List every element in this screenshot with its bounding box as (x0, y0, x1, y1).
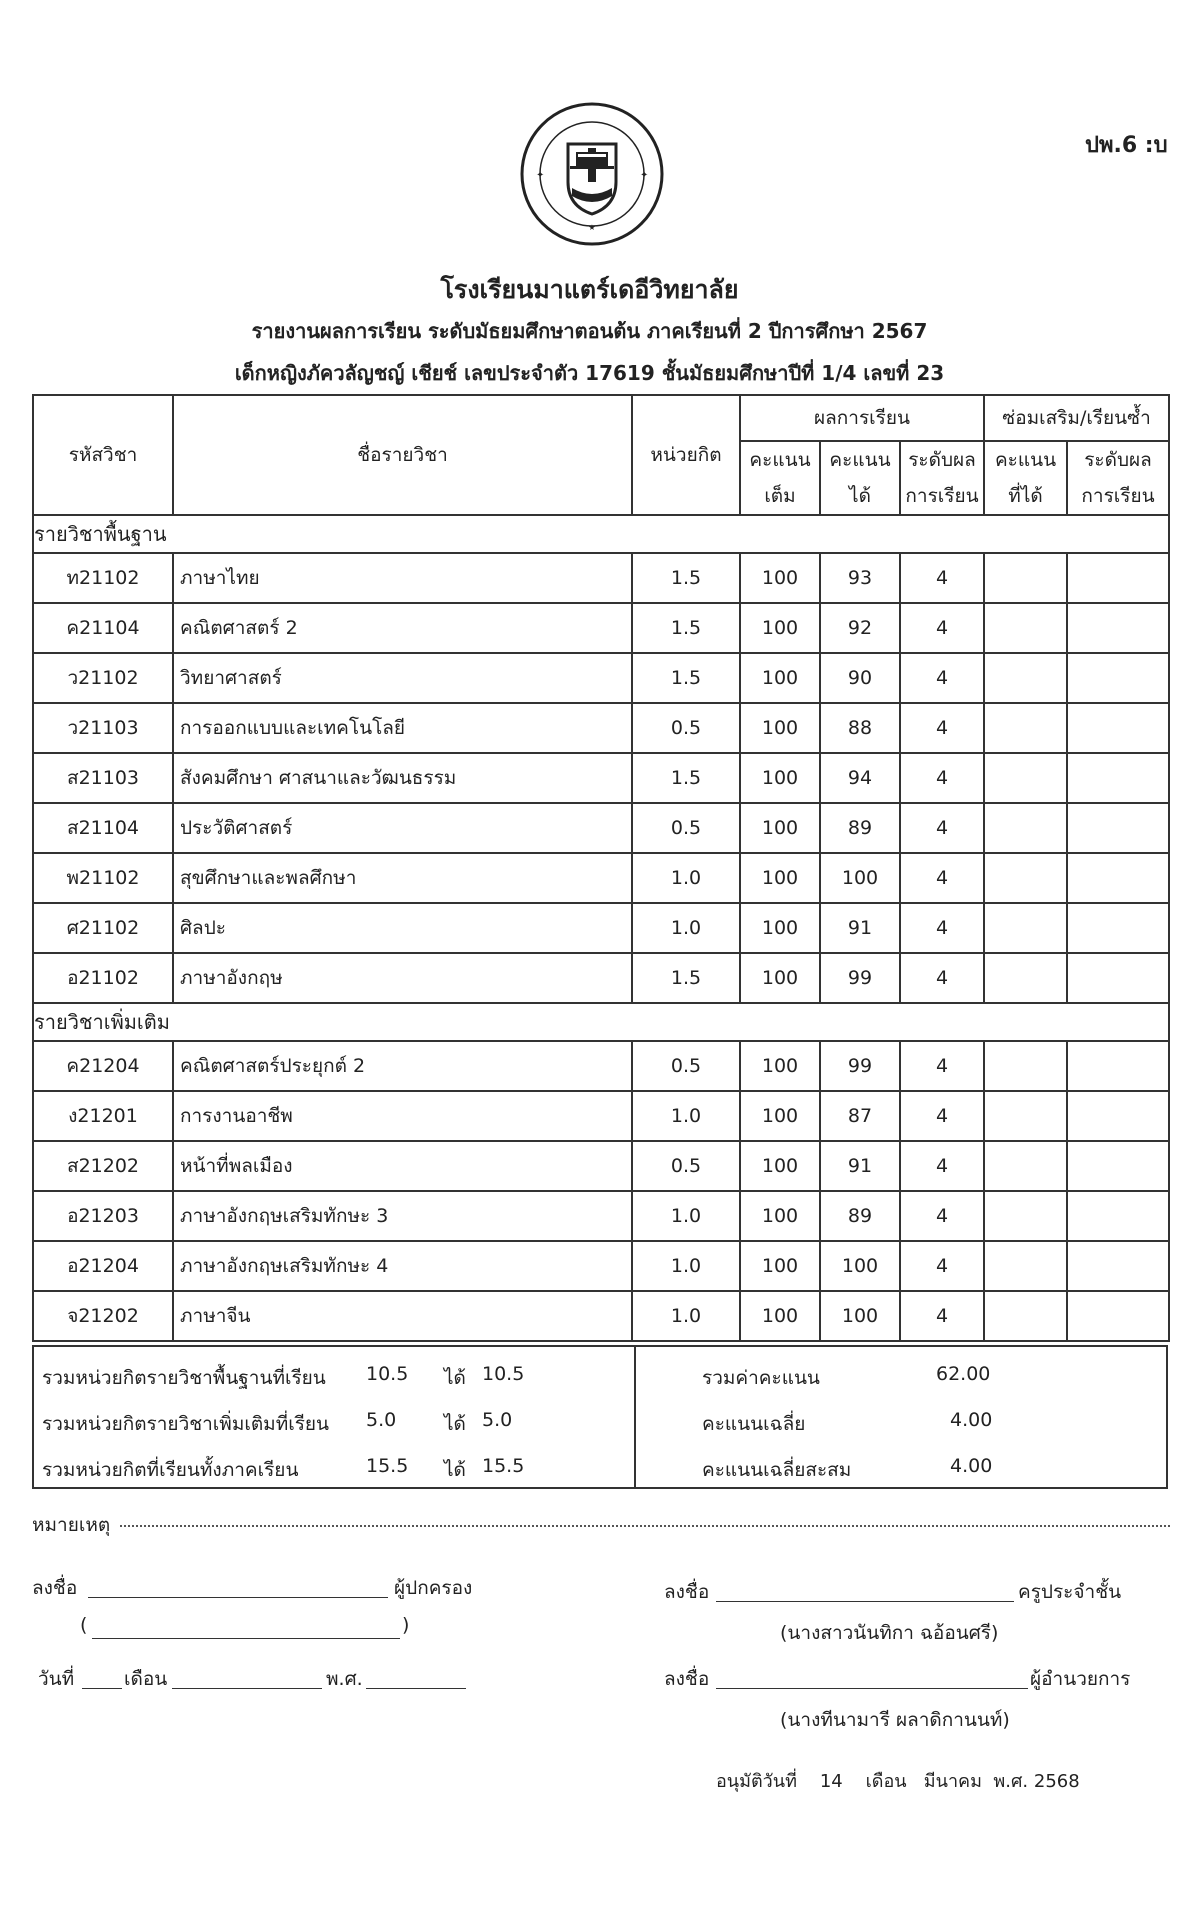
table-row (33, 653, 1169, 703)
approval-year: พ.ศ. 2568 (993, 1771, 1080, 1792)
cell-score: 90 (820, 653, 900, 703)
table-row (33, 1191, 1169, 1241)
school-name: โรงเรียนมาแตร์เดอีวิทยาลัย (440, 275, 739, 304)
col-rem-score-header-2: ที่ได้ (984, 478, 1067, 515)
summary-gpa-label: คะแนนเฉลี่ย (702, 1413, 806, 1435)
cell-remedial-grade (1067, 903, 1169, 953)
cell-grade: 4 (900, 853, 984, 903)
cell-subject-name: วิทยาศาสตร์ (173, 653, 632, 703)
cell-remedial-score (984, 703, 1067, 753)
summary-basic-got: 10.5 (482, 1363, 525, 1385)
cell-subject-name: ภาษาจีน (173, 1291, 632, 1341)
cell-remedial-score (984, 803, 1067, 853)
teacher-name: (นางสาวนันทิกา ฉอ้อนศรี) (780, 1622, 999, 1644)
cell-full-score: 100 (740, 1091, 820, 1141)
summary-extra-value: 5.0 (366, 1409, 397, 1431)
cell-score: 92 (820, 603, 900, 653)
col-remedial-header: ซ่อมเสริม/เรียนซ้ำ (984, 395, 1169, 441)
cell-grade: 4 (900, 703, 984, 753)
cell-remedial-grade (1067, 853, 1169, 903)
cell-credit: 0.5 (632, 1041, 740, 1091)
cell-grade: 4 (900, 753, 984, 803)
table-row (33, 1291, 1169, 1341)
cell-full-score: 100 (740, 1041, 820, 1091)
cell-grade: 4 (900, 1241, 984, 1291)
parent-sign-label: ลงชื่อ (32, 1577, 78, 1599)
cell-credit: 1.5 (632, 653, 740, 703)
remark-line (120, 1525, 1170, 1527)
summary-gpax-value: 4.00 (950, 1455, 993, 1477)
table-row (33, 753, 1169, 803)
cell-grade: 4 (900, 603, 984, 653)
table-row (33, 703, 1169, 753)
cell-credit: 0.5 (632, 703, 740, 753)
col-rem-score-header: คะแนน (984, 441, 1067, 478)
cell-full-score: 100 (740, 953, 820, 1003)
cell-score: 99 (820, 953, 900, 1003)
svg-text:✦: ✦ (640, 170, 649, 181)
cell-credit: 1.5 (632, 603, 740, 653)
cell-credit: 1.5 (632, 753, 740, 803)
director-sign-line (716, 1688, 1028, 1689)
section-title: รายวิชาพื้นฐาน (33, 515, 1169, 553)
cell-credit: 1.0 (632, 1241, 740, 1291)
grades-body (33, 515, 1169, 1341)
col-rem-grade-header-2: การเรียน (1067, 478, 1169, 515)
approval-month-label: เดือน (865, 1771, 907, 1792)
cell-remedial-grade (1067, 553, 1169, 603)
summary-divider (634, 1347, 636, 1487)
cell-full-score: 100 (740, 1241, 820, 1291)
cell-remedial-grade (1067, 703, 1169, 753)
cell-grade: 4 (900, 1141, 984, 1191)
cell-full-score: 100 (740, 1191, 820, 1241)
cell-subject-name: ภาษาอังกฤษเสริมทักษะ 4 (173, 1241, 632, 1291)
col-full-header-2: เต็ม (740, 478, 820, 515)
summary-extra-got-label: ได้ (444, 1413, 466, 1435)
summary-gpax-label: คะแนนเฉลี่ยสะสม (702, 1459, 852, 1481)
date-label: วันที่ (38, 1668, 75, 1690)
section-header-row (33, 1003, 1169, 1041)
cell-remedial-grade (1067, 1041, 1169, 1091)
approval-day: 14 (819, 1771, 843, 1792)
cell-remedial-grade (1067, 803, 1169, 853)
cell-full-score: 100 (740, 703, 820, 753)
cell-subject-name: การออกแบบและเทคโนโลยี (173, 703, 632, 753)
cell-subject-name: ศิลปะ (173, 903, 632, 953)
cell-credit: 1.0 (632, 1091, 740, 1141)
cell-remedial-grade (1067, 753, 1169, 803)
cell-code: อ21102 (33, 953, 173, 1003)
cell-remedial-score (984, 753, 1067, 803)
cell-grade: 4 (900, 1191, 984, 1241)
cell-code: จ21202 (33, 1291, 173, 1341)
cell-remedial-grade (1067, 603, 1169, 653)
cell-score: 89 (820, 803, 900, 853)
cell-remedial-score (984, 1141, 1067, 1191)
cell-remedial-grade (1067, 1241, 1169, 1291)
cell-subject-name: ภาษาอังกฤษเสริมทักษะ 3 (173, 1191, 632, 1241)
col-rem-grade-header: ระดับผล (1067, 441, 1169, 478)
parent-name-line (92, 1638, 400, 1639)
table-row (33, 553, 1169, 603)
cell-subject-name: การงานอาชีพ (173, 1091, 632, 1141)
cell-score: 93 (820, 553, 900, 603)
summary-total-label: รวมหน่วยกิตที่เรียนทั้งภาคเรียน (42, 1459, 299, 1481)
cell-credit: 0.5 (632, 803, 740, 853)
col-code-header: รหัสวิชา (33, 395, 173, 515)
table-row (33, 853, 1169, 903)
summary-points-label: รวมค่าคะแนน (702, 1367, 820, 1389)
cell-full-score: 100 (740, 853, 820, 903)
table-row (33, 1241, 1169, 1291)
cell-credit: 1.0 (632, 1291, 740, 1341)
teacher-sign-line (716, 1601, 1014, 1602)
cell-subject-name: ภาษาไทย (173, 553, 632, 603)
cell-remedial-score (984, 903, 1067, 953)
cell-full-score: 100 (740, 1291, 820, 1341)
parent-sign-line (88, 1597, 388, 1598)
summary-total-value: 15.5 (366, 1455, 409, 1477)
summary-extra-got: 5.0 (482, 1409, 513, 1431)
table-row (33, 953, 1169, 1003)
cell-code: อ21204 (33, 1241, 173, 1291)
cell-grade: 4 (900, 1291, 984, 1341)
cell-score: 89 (820, 1191, 900, 1241)
cell-score: 100 (820, 1291, 900, 1341)
col-grade-header: ระดับผล (900, 441, 984, 478)
grades-table (32, 394, 1170, 1342)
remark-label: หมายเหตุ (32, 1514, 111, 1536)
cell-score: 91 (820, 903, 900, 953)
cell-remedial-score (984, 553, 1067, 603)
col-score-header: คะแนน (820, 441, 900, 478)
section-header-row (33, 515, 1169, 553)
cell-grade: 4 (900, 1091, 984, 1141)
summary-box (32, 1345, 1168, 1489)
cell-credit: 1.5 (632, 953, 740, 1003)
cell-subject-name: ภาษาอังกฤษ (173, 953, 632, 1003)
cell-remedial-score (984, 953, 1067, 1003)
form-code: ปพ.6 :บ (1085, 133, 1168, 158)
cell-remedial-grade (1067, 653, 1169, 703)
cell-subject-name: หน้าที่พลเมือง (173, 1141, 632, 1191)
cell-code: ศ21102 (33, 903, 173, 953)
col-full-header: คะแนน (740, 441, 820, 478)
cell-grade: 4 (900, 553, 984, 603)
svg-text:★: ★ (588, 223, 596, 232)
summary-total-got: 15.5 (482, 1455, 525, 1477)
cell-grade: 4 (900, 653, 984, 703)
cell-full-score: 100 (740, 553, 820, 603)
cell-score: 88 (820, 703, 900, 753)
cell-full-score: 100 (740, 803, 820, 853)
cell-grade: 4 (900, 803, 984, 853)
director-sign-label: ลงชื่อ (664, 1668, 710, 1690)
cell-remedial-score (984, 603, 1067, 653)
student-info: เด็กหญิงภัควลัญชญ์ เชียช์ เลขประจำตัว 17619 ชั้นมัธยมศึกษาปีที่ 1/4 เลขที่ 23 (234, 361, 945, 385)
summary-basic-label: รวมหน่วยกิตรายวิชาพื้นฐานที่เรียน (42, 1367, 326, 1389)
col-results-header: ผลการเรียน (740, 395, 984, 441)
cell-grade: 4 (900, 953, 984, 1003)
table-row (33, 803, 1169, 853)
cell-code: ว21103 (33, 703, 173, 753)
cell-remedial-score (984, 1041, 1067, 1091)
director-role: ผู้อำนวยการ (1030, 1668, 1131, 1690)
summary-total-got-label: ได้ (444, 1459, 466, 1481)
table-row (33, 603, 1169, 653)
cell-score: 99 (820, 1041, 900, 1091)
col-score-header-2: ได้ (820, 478, 900, 515)
cell-score: 91 (820, 1141, 900, 1191)
cell-remedial-grade (1067, 1141, 1169, 1191)
summary-basic-value: 10.5 (366, 1363, 409, 1385)
table-row (33, 1141, 1169, 1191)
report-title: รายงานผลการเรียน ระดับมัธยมศึกษาตอนต้น ภาคเรียนที่ 2 ปีการศึกษา 2567 (251, 319, 928, 343)
summary-points-value: 62.00 (936, 1363, 991, 1385)
table-row (33, 1041, 1169, 1091)
cell-subject-name: คณิตศาสตร์ 2 (173, 603, 632, 653)
year-line (366, 1688, 466, 1689)
col-credit-header: หน่วยกิต (632, 395, 740, 515)
cell-remedial-score (984, 1291, 1067, 1341)
summary-gpa-value: 4.00 (950, 1409, 993, 1431)
date-line (82, 1688, 122, 1689)
cell-grade: 4 (900, 1041, 984, 1091)
cell-remedial-score (984, 1091, 1067, 1141)
approval-line (716, 1766, 1080, 1795)
cell-score: 87 (820, 1091, 900, 1141)
cell-code: ง21201 (33, 1091, 173, 1141)
cell-remedial-grade (1067, 953, 1169, 1003)
cell-subject-name: สุขศึกษาและพลศึกษา (173, 853, 632, 903)
cell-remedial-score (984, 1191, 1067, 1241)
svg-text:✦: ✦ (536, 170, 545, 181)
cell-remedial-score (984, 1241, 1067, 1291)
cell-code: ค21204 (33, 1041, 173, 1091)
cell-remedial-grade (1067, 1291, 1169, 1341)
parent-paren-close: ) (402, 1614, 410, 1636)
cell-code: ว21102 (33, 653, 173, 703)
summary-basic-got-label: ได้ (444, 1367, 466, 1389)
cell-credit: 1.5 (632, 553, 740, 603)
parent-paren-open: ( (80, 1614, 88, 1636)
teacher-role: ครูประจำชั้น (1018, 1581, 1122, 1603)
cell-code: ค21104 (33, 603, 173, 653)
director-name: (นางทีนามารี ผลาดิกานนท์) (780, 1709, 1010, 1731)
cell-full-score: 100 (740, 903, 820, 953)
cell-credit: 0.5 (632, 1141, 740, 1191)
month-line (172, 1688, 322, 1689)
section-title: รายวิชาเพิ่มเติม (33, 1003, 1169, 1041)
cell-remedial-grade (1067, 1091, 1169, 1141)
cell-full-score: 100 (740, 603, 820, 653)
cell-code: ส21202 (33, 1141, 173, 1191)
col-grade-header-2: การเรียน (900, 478, 984, 515)
table-row (33, 1091, 1169, 1141)
approval-month: มีนาคม (923, 1771, 982, 1792)
cell-code: พ21102 (33, 853, 173, 903)
teacher-sign-label: ลงชื่อ (664, 1581, 710, 1603)
cell-credit: 1.0 (632, 853, 740, 903)
month-label: เดือน (124, 1668, 168, 1690)
cell-subject-name: คณิตศาสตร์ประยุกต์ 2 (173, 1041, 632, 1091)
cell-credit: 1.0 (632, 1191, 740, 1241)
cell-subject-name: สังคมศึกษา ศาสนาและวัฒนธรรม (173, 753, 632, 803)
cell-code: อ21203 (33, 1191, 173, 1241)
cell-score: 100 (820, 853, 900, 903)
cell-remedial-score (984, 653, 1067, 703)
cell-code: ท21102 (33, 553, 173, 603)
cell-credit: 1.0 (632, 903, 740, 953)
cell-code: ส21104 (33, 803, 173, 853)
cell-full-score: 100 (740, 1141, 820, 1191)
cell-subject-name: ประวัติศาสตร์ (173, 803, 632, 853)
school-seal-logo (520, 102, 664, 246)
summary-extra-label: รวมหน่วยกิตรายวิชาเพิ่มเติมที่เรียน (42, 1413, 330, 1435)
cell-remedial-grade (1067, 1191, 1169, 1241)
cell-remedial-score (984, 853, 1067, 903)
cell-grade: 4 (900, 903, 984, 953)
cell-full-score: 100 (740, 653, 820, 703)
parent-role: ผู้ปกครอง (394, 1577, 473, 1599)
col-name-header: ชื่อรายวิชา (173, 395, 632, 515)
cell-full-score: 100 (740, 753, 820, 803)
year-label: พ.ศ. (326, 1668, 363, 1690)
cell-score: 100 (820, 1241, 900, 1291)
cell-score: 94 (820, 753, 900, 803)
cell-code: ส21103 (33, 753, 173, 803)
table-row (33, 903, 1169, 953)
approval-label: อนุมัติวันที่ (716, 1771, 797, 1792)
